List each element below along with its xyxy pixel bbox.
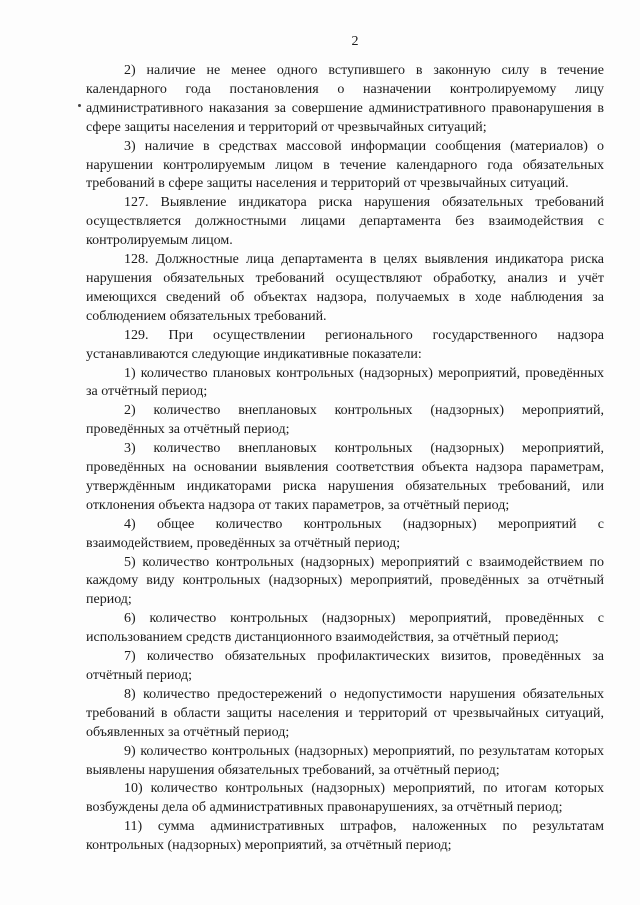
page-number: 2 [351, 34, 359, 49]
paragraph: 2) количество внеплановых контрольных (надзорных) мероприятий, проведённых за отчётный период; [86, 403, 604, 438]
paragraph: 1) количество плановых контрольных (надзорных) мероприятий, проведённых за отчётный период; [86, 365, 604, 400]
paragraph: 3) количество внеплановых контрольных (надзорных) мероприятий, проведённых на основании выявления соответствия объекта надзора параметрам, утверждённым индикаторами риска нарушения обязательных требований, или отклонения объекта надзора от таких параметров, за отчётный период; [86, 441, 604, 513]
paragraph: 7) количество обязательных профилактических визитов, проведённых за отчётный период; [86, 649, 604, 683]
paragraph: 6) количество контрольных (надзорных) мероприятий, проведённых с использованием средств дистанционного взаимодействия, за отчётный период; [86, 611, 604, 646]
paragraph: 3) наличие в средствах массовой информации сообщения (материалов) о нарушении контролируемым лицом в течение календарного года обязательных требований в сфере защиты населения и территорий от чрезвычайных ситуаций. [86, 138, 604, 192]
paragraph: 128. Должностные лица департамента в целях выявления индикатора риска нарушения обязательных требований осуществляют обработку, анализ и учёт имеющихся сведений об объектах надзора, получаемых в ходе наблюдения за соблюдением обязательных требований. [86, 252, 604, 324]
paragraph: 2) наличие не менее одного вступившего в законную силу в течение календарного года постановления о назначении контролируемому лицу административного наказания за совершение административного правонарушения в сфере защиты населения и территорий от чрезвычайных ситуаций; [86, 63, 604, 135]
paragraph: 9) количество контрольных (надзорных) мероприятий, по результатам которых выявлены нарушения обязательных требований, за отчётный период; [86, 743, 604, 778]
paragraph: 5) количество контрольных (надзорных) мероприятий с взаимодействием по каждому виду контрольных (надзорных) мероприятий, проведённых за отчётный период; [86, 554, 604, 608]
paragraph: 10) количество контрольных (надзорных) мероприятий, по итогам которых возбуждены дела об административных правонарушениях, за отчётный период; [86, 781, 604, 816]
paragraph: 127. Выявление индикатора риска нарушения обязательных требований осуществляется должностными лицами департамента без взаимодействия с контролируемым лицом. [86, 195, 604, 249]
scan-speck [78, 104, 81, 107]
paragraph: 129. При осуществлении регионального государственного надзора устанавливаются следующие индикативные показатели: [86, 327, 604, 362]
paragraph: 8) количество предостережений о недопустимости нарушения обязательных требований в области защиты населения и территорий от чрезвычайных ситуаций, объявленных за отчётный период; [86, 686, 604, 740]
paragraph: 4) общее количество контрольных (надзорных) мероприятий с взаимодействием, проведённых за отчётный период; [86, 516, 604, 551]
paragraph: 11) сумма административных штрафов, наложенных по результатам контрольных (надзорных) мероприятий, за отчётный период; [86, 819, 604, 854]
document-body [86, 62, 604, 856]
